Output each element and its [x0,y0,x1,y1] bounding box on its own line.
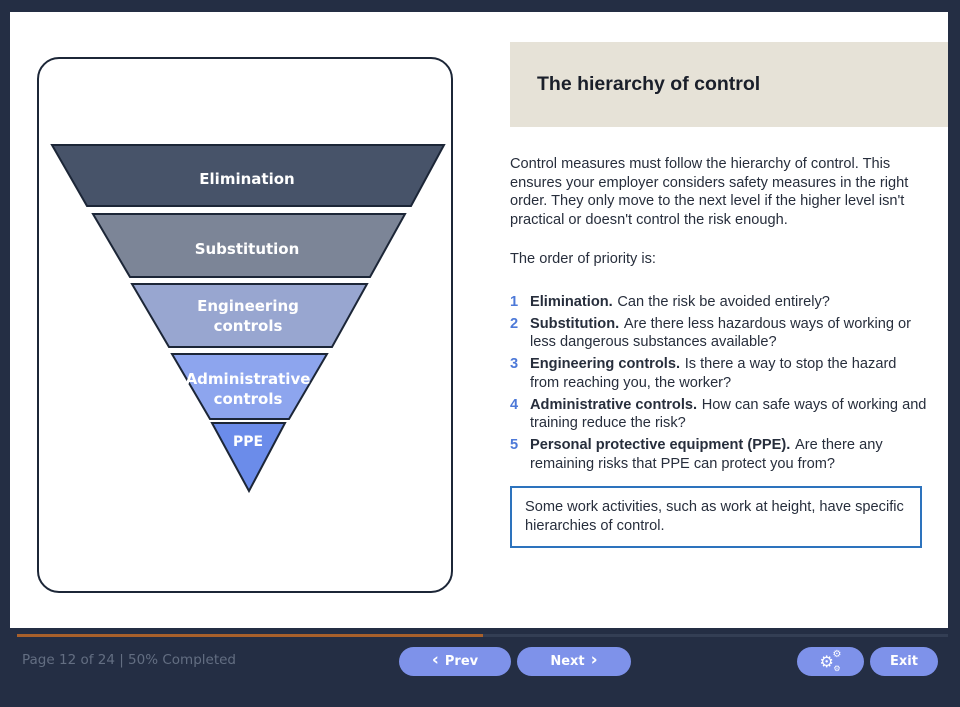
prev-button-label: Prev [444,654,479,669]
settings-button[interactable] [797,647,864,676]
list-item [510,293,928,312]
hierarchy-ordered-list [510,293,928,476]
list-item-text: Are there less hazardous ways of working or less dangerous substances available? [530,315,911,351]
page-title: The hierarchy of control [537,73,761,95]
chevron-left-icon: ‹ [431,650,439,670]
note-callout-box: Some work activities, such as work at height, have specific hierarchies of control. [510,486,922,548]
list-item-number: 3 [510,356,519,373]
list-item-lead: Administrative controls. [530,396,698,413]
pyramid-label-engineering-controls: Engineering controls [197,297,299,335]
course-progress-fill [17,634,483,637]
list-item-lead: Elimination. [530,294,613,310]
list-item-text: How can safe ways of working and training reduce the risk? [530,396,927,432]
slide-content-area [10,12,948,628]
list-item-lead: Personal protective equipment (PPE). [530,436,791,453]
pyramid-label-ppe: PPE [232,434,264,450]
exit-button-label: Exit [890,654,918,669]
list-item-lead: Engineering controls. [530,356,681,373]
pyramid-label-substitution: Substitution [194,240,300,258]
list-item-text: Can the risk be avoided entirely? [617,294,830,310]
list-item-lead: Substitution. [530,315,620,332]
list-item-text: Are there any remaining risks that PPE can protect you from? [530,436,883,472]
pyramid-label-administrative-controls: Administrative controls [185,370,311,408]
list-item [510,396,928,433]
hierarchy-diagram-card [37,57,453,593]
course-progress-bar [17,634,948,637]
next-button[interactable] [517,647,631,676]
list-item-number: 1 [510,294,519,310]
list-item-number: 2 [510,315,519,332]
next-button-label: Next [550,654,585,669]
chevron-right-icon: › [590,650,598,670]
list-item-text: Is there a way to stop the hazard from reaching you, the worker? [530,356,897,391]
pyramid-label-elimination: Elimination [199,170,295,188]
list-item-number: 4 [510,396,519,413]
list-item-number: 5 [510,436,519,453]
prev-button[interactable] [399,647,511,676]
priority-label: The order of priority is: [510,251,656,267]
intro-paragraph: Control measures must follow the hierarchy of control. This ensures your employer considers safety measures in the right order. They only move to the next level if the higher level isn't practical or doesn't control the risk enough. [510,156,909,228]
exit-button[interactable] [870,647,938,676]
page-status: Page 12 of 24 | 50% Completed [22,652,236,668]
gears-icon: ⚙ ⚙ ⚙ [819,648,842,673]
list-item [510,436,928,473]
list-item [510,355,928,392]
slide-title-banner [510,42,948,127]
list-item [510,315,928,352]
